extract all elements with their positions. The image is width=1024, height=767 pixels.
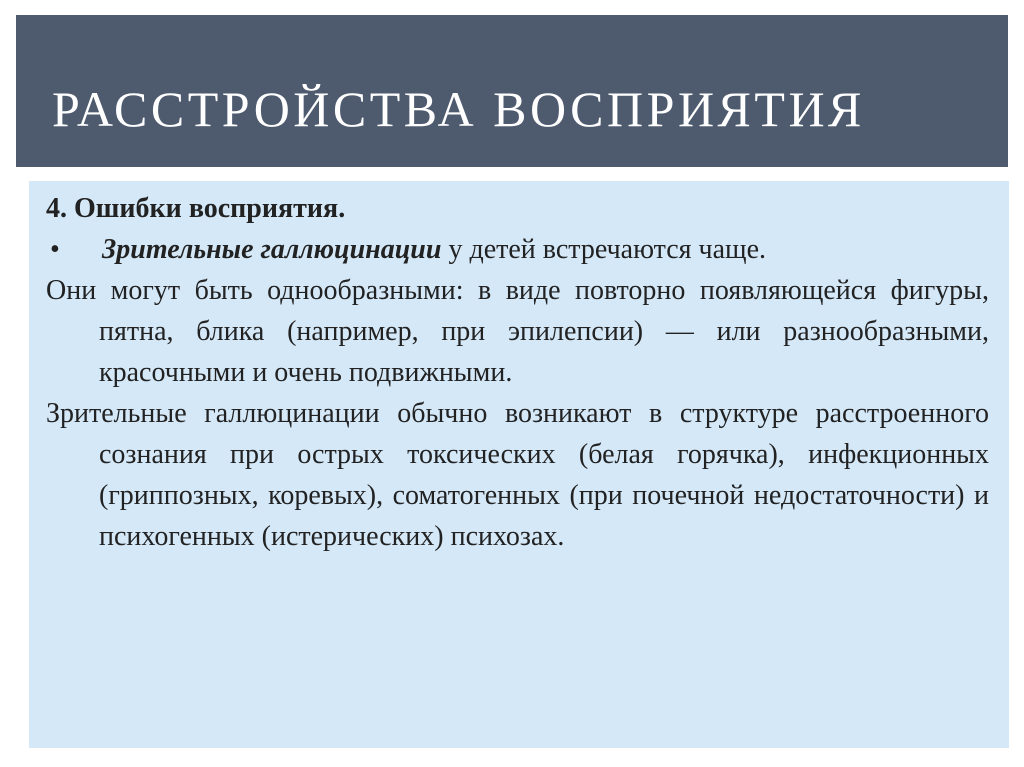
bullet-emphasis: Зрительные галлюцинации (102, 234, 442, 265)
slide-title: РАССТРОЙСТВА ВОСПРИЯТИЯ (52, 81, 865, 137)
bullet-text (102, 229, 766, 270)
bullet-rest: у детей встречаются чаще. (441, 234, 767, 265)
bullet-icon: • (50, 234, 60, 265)
content-box (29, 181, 1009, 748)
paragraph-2: Зрительные галлюцинации обычно возникают в структуре расстроенного сознания при острых токсических (белая горячка), инфекционных (гриппозных, коревых), соматогенных (при почечной недостаточности) и психогенных (истерических) психозах. (46, 398, 989, 552)
bullet-item (46, 229, 989, 270)
section-heading: 4. Ошибки восприятия. (46, 193, 346, 224)
content-text (46, 188, 989, 557)
paragraph-1: Они могут быть однообразными: в виде повторно появляющейся фигуры, пятна, блика (например, при эпилепсии) — или разнообразными, красочными и очень подвижными. (46, 275, 989, 388)
